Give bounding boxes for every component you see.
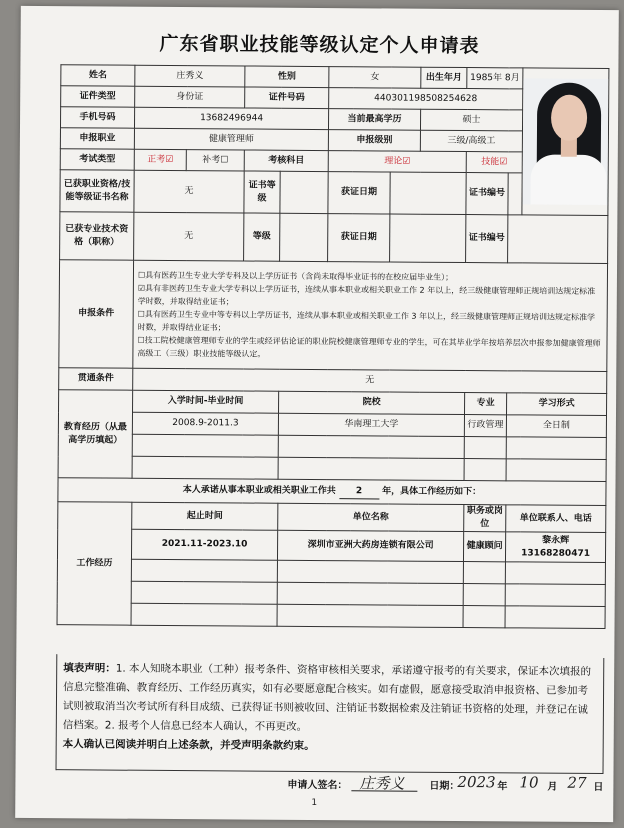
edu-cell <box>132 434 278 457</box>
applicant-photo <box>522 68 609 216</box>
edu-header-major: 专业 <box>465 393 507 415</box>
through-value: 无 <box>133 368 607 393</box>
birth-label: 出生年月 <box>421 67 467 88</box>
condition-item: ☐具有医药卫生专业大学专科及以上学历证书（含尚未取得毕业证书的在校应届毕业生）； <box>137 270 454 282</box>
id-number-label: 证件号码 <box>245 87 329 109</box>
date-month: 10 <box>519 773 539 792</box>
date-label: 日期： <box>429 780 460 793</box>
notes-text: 1. 本人知晓本职业（工种）报考条件、资格审核相关要求，承诺遵守报考的有关要求，保证本次填报的信息完整准确、教育经历、工作经历真实，如有必要愿意配合核实。如有虚假，愿意接受取消申报资格、已参加考试则被取消当次考试所有科目成绩、已获得证书则被收回、注销证书数据检索及注销证书资格的处理，并登记在诚信档案。2. 报考个人信息已经本人确认，不再更改。 <box>62 662 592 733</box>
name-value: 庄秀义 <box>135 65 245 87</box>
work-cell <box>277 582 463 605</box>
job-value: 健康管理师 <box>134 128 328 150</box>
id-type-value: 身份证 <box>135 86 245 108</box>
work-cell <box>131 559 277 582</box>
title-cert-number-value <box>508 215 608 264</box>
work-cell <box>463 562 505 584</box>
cert-number-label: 证书编号 <box>466 173 508 215</box>
notes-confirm: 本人确认已阅读并明白上述条款，并受声明条款约束。 <box>62 738 315 752</box>
edu-header-period: 入学时间-毕业时间 <box>133 390 279 413</box>
birth-value: 1985年 8月 <box>467 68 523 89</box>
date-year-suffix: 年 <box>497 781 508 793</box>
signature-row <box>55 770 603 794</box>
notes-heading: 填表声明： <box>63 662 116 675</box>
form-title: 广东省职业技能等级认定个人申请表 <box>159 32 480 58</box>
title-cert-grade-label: 等级 <box>244 213 280 261</box>
exam-type-retake: 补考☐ <box>186 150 244 171</box>
condition-item: ☐技工院校健康管理师专业的学生或经评估论证的职业院校健康管理师专业的学生，可在其毕业学年按培养层次申报参加健康管理师高级工（三级）职业技能等级认定。 <box>137 335 601 359</box>
edu-cell: 全日制 <box>506 415 606 438</box>
cert-date-label: 获证日期 <box>328 172 390 214</box>
exam-subject-theory: 理论☑ <box>328 151 466 173</box>
work-cell <box>463 606 505 628</box>
edu-cell <box>132 456 278 479</box>
edu-header-school: 院校 <box>279 391 465 414</box>
id-type-label: 证件类型 <box>61 86 135 108</box>
level-value: 三级/高级工 <box>420 130 522 152</box>
work-header-company: 单位名称 <box>278 503 464 531</box>
work-cell <box>505 584 605 607</box>
edu-cell <box>506 459 606 482</box>
level-label: 申报级别 <box>328 130 420 152</box>
edu-header-form: 学习形式 <box>507 393 607 416</box>
through-label: 贯通条件 <box>59 368 133 391</box>
conditions-list <box>133 260 608 371</box>
id-number-value: 440301198508254628 <box>329 88 523 110</box>
applicant-signature: 庄秀义 <box>359 774 405 793</box>
edu-cell: 2008.9-2011.3 <box>132 412 278 435</box>
title-cert-date-value <box>390 214 466 263</box>
work-header-period: 起止时间 <box>132 502 278 530</box>
work-label: 工作经历 <box>57 502 132 626</box>
page-number: 1 <box>311 797 318 809</box>
gender-value: 女 <box>329 67 421 89</box>
work-cell <box>505 562 605 585</box>
education-level-label: 当前最高学历 <box>329 109 421 131</box>
title-cert-grade-value <box>280 213 328 261</box>
exam-subject-label: 考核科目 <box>244 150 328 172</box>
work-header-position: 职务或岗位 <box>464 505 506 532</box>
job-label: 申报职业 <box>60 128 134 150</box>
exam-subject-skill: 技能☑ <box>466 152 522 173</box>
work-cell: 黎永辉 13168280471 <box>506 532 606 563</box>
date-year: 2023 <box>457 772 496 792</box>
title-cert-date-label: 获证日期 <box>328 214 390 262</box>
education-label: 教育经历（从最高学历填起） <box>58 390 133 479</box>
work-cell <box>463 584 505 606</box>
work-cell: 深圳市亚洲大药房连锁有限公司 <box>277 530 463 561</box>
declaration-notes <box>56 654 605 774</box>
title-cert-value: 无 <box>134 212 244 261</box>
cert-label: 已获职业资格/技能等级证书名称 <box>60 170 134 213</box>
education-level-value: 硕士 <box>421 109 523 131</box>
date-month-suffix: 月 <box>547 781 558 793</box>
conditions-label: 申报条件 <box>59 260 134 369</box>
form-table <box>57 64 610 629</box>
work-cell: 健康顾问 <box>464 532 506 562</box>
name-label: 姓名 <box>61 65 135 87</box>
work-cell <box>131 603 277 626</box>
date-day-suffix: 日 <box>593 781 604 794</box>
work-declaration-prefix: 本人承诺从事本职业或相关职业工作共 <box>182 484 336 496</box>
date-day: 27 <box>567 773 587 792</box>
edu-cell <box>278 435 464 458</box>
work-cell <box>505 606 605 629</box>
gender-label: 性别 <box>245 66 329 88</box>
cert-value: 无 <box>134 170 244 213</box>
cert-grade-label: 证书等级 <box>244 171 280 213</box>
edu-cell <box>464 459 506 481</box>
exam-type-label: 考试类型 <box>60 149 134 171</box>
work-cell <box>277 604 463 627</box>
edu-cell <box>506 437 606 460</box>
exam-type-regular: 正考☑ <box>134 149 186 170</box>
condition-item: ☐具有医药卫生专业中等专科以上学历证书，连续从事本职业或相关职业工作 3 年以上，经三级健康管理师正规培训达规定标准学时数，并取得结业证书； <box>137 309 596 333</box>
title-cert-number-label: 证书编号 <box>466 215 508 263</box>
edu-cell <box>278 457 464 480</box>
edu-cell: 华南理工大学 <box>278 413 464 436</box>
applicant-sign-label: 申请人签名： <box>287 779 348 792</box>
work-cell: 2021.11-2023.10 <box>131 529 277 560</box>
work-cell <box>277 560 463 583</box>
work-header-contact: 单位联系人、电话 <box>506 505 606 533</box>
cert-grade-value <box>280 171 328 213</box>
phone-value: 13682496944 <box>134 107 328 129</box>
application-form-page <box>15 6 619 822</box>
phone-label: 手机号码 <box>60 107 134 129</box>
title-cert-label: 已获专业技术资格（职称） <box>60 212 134 261</box>
work-declaration-suffix: 年，具体工作经历如下： <box>382 485 482 497</box>
work-cell <box>131 581 277 604</box>
condition-item: ☑具有非医药卫生专业大学专科以上学历证书，连续从事本职业或相关职业工作 2 年以上，经三级健康管理师正规培训达规定标准学时数，并取得结业证书； <box>137 283 596 307</box>
edu-cell: 行政管理 <box>464 415 506 437</box>
cert-date-value <box>390 172 466 215</box>
edu-cell <box>464 437 506 459</box>
work-years: 2 <box>339 485 379 499</box>
